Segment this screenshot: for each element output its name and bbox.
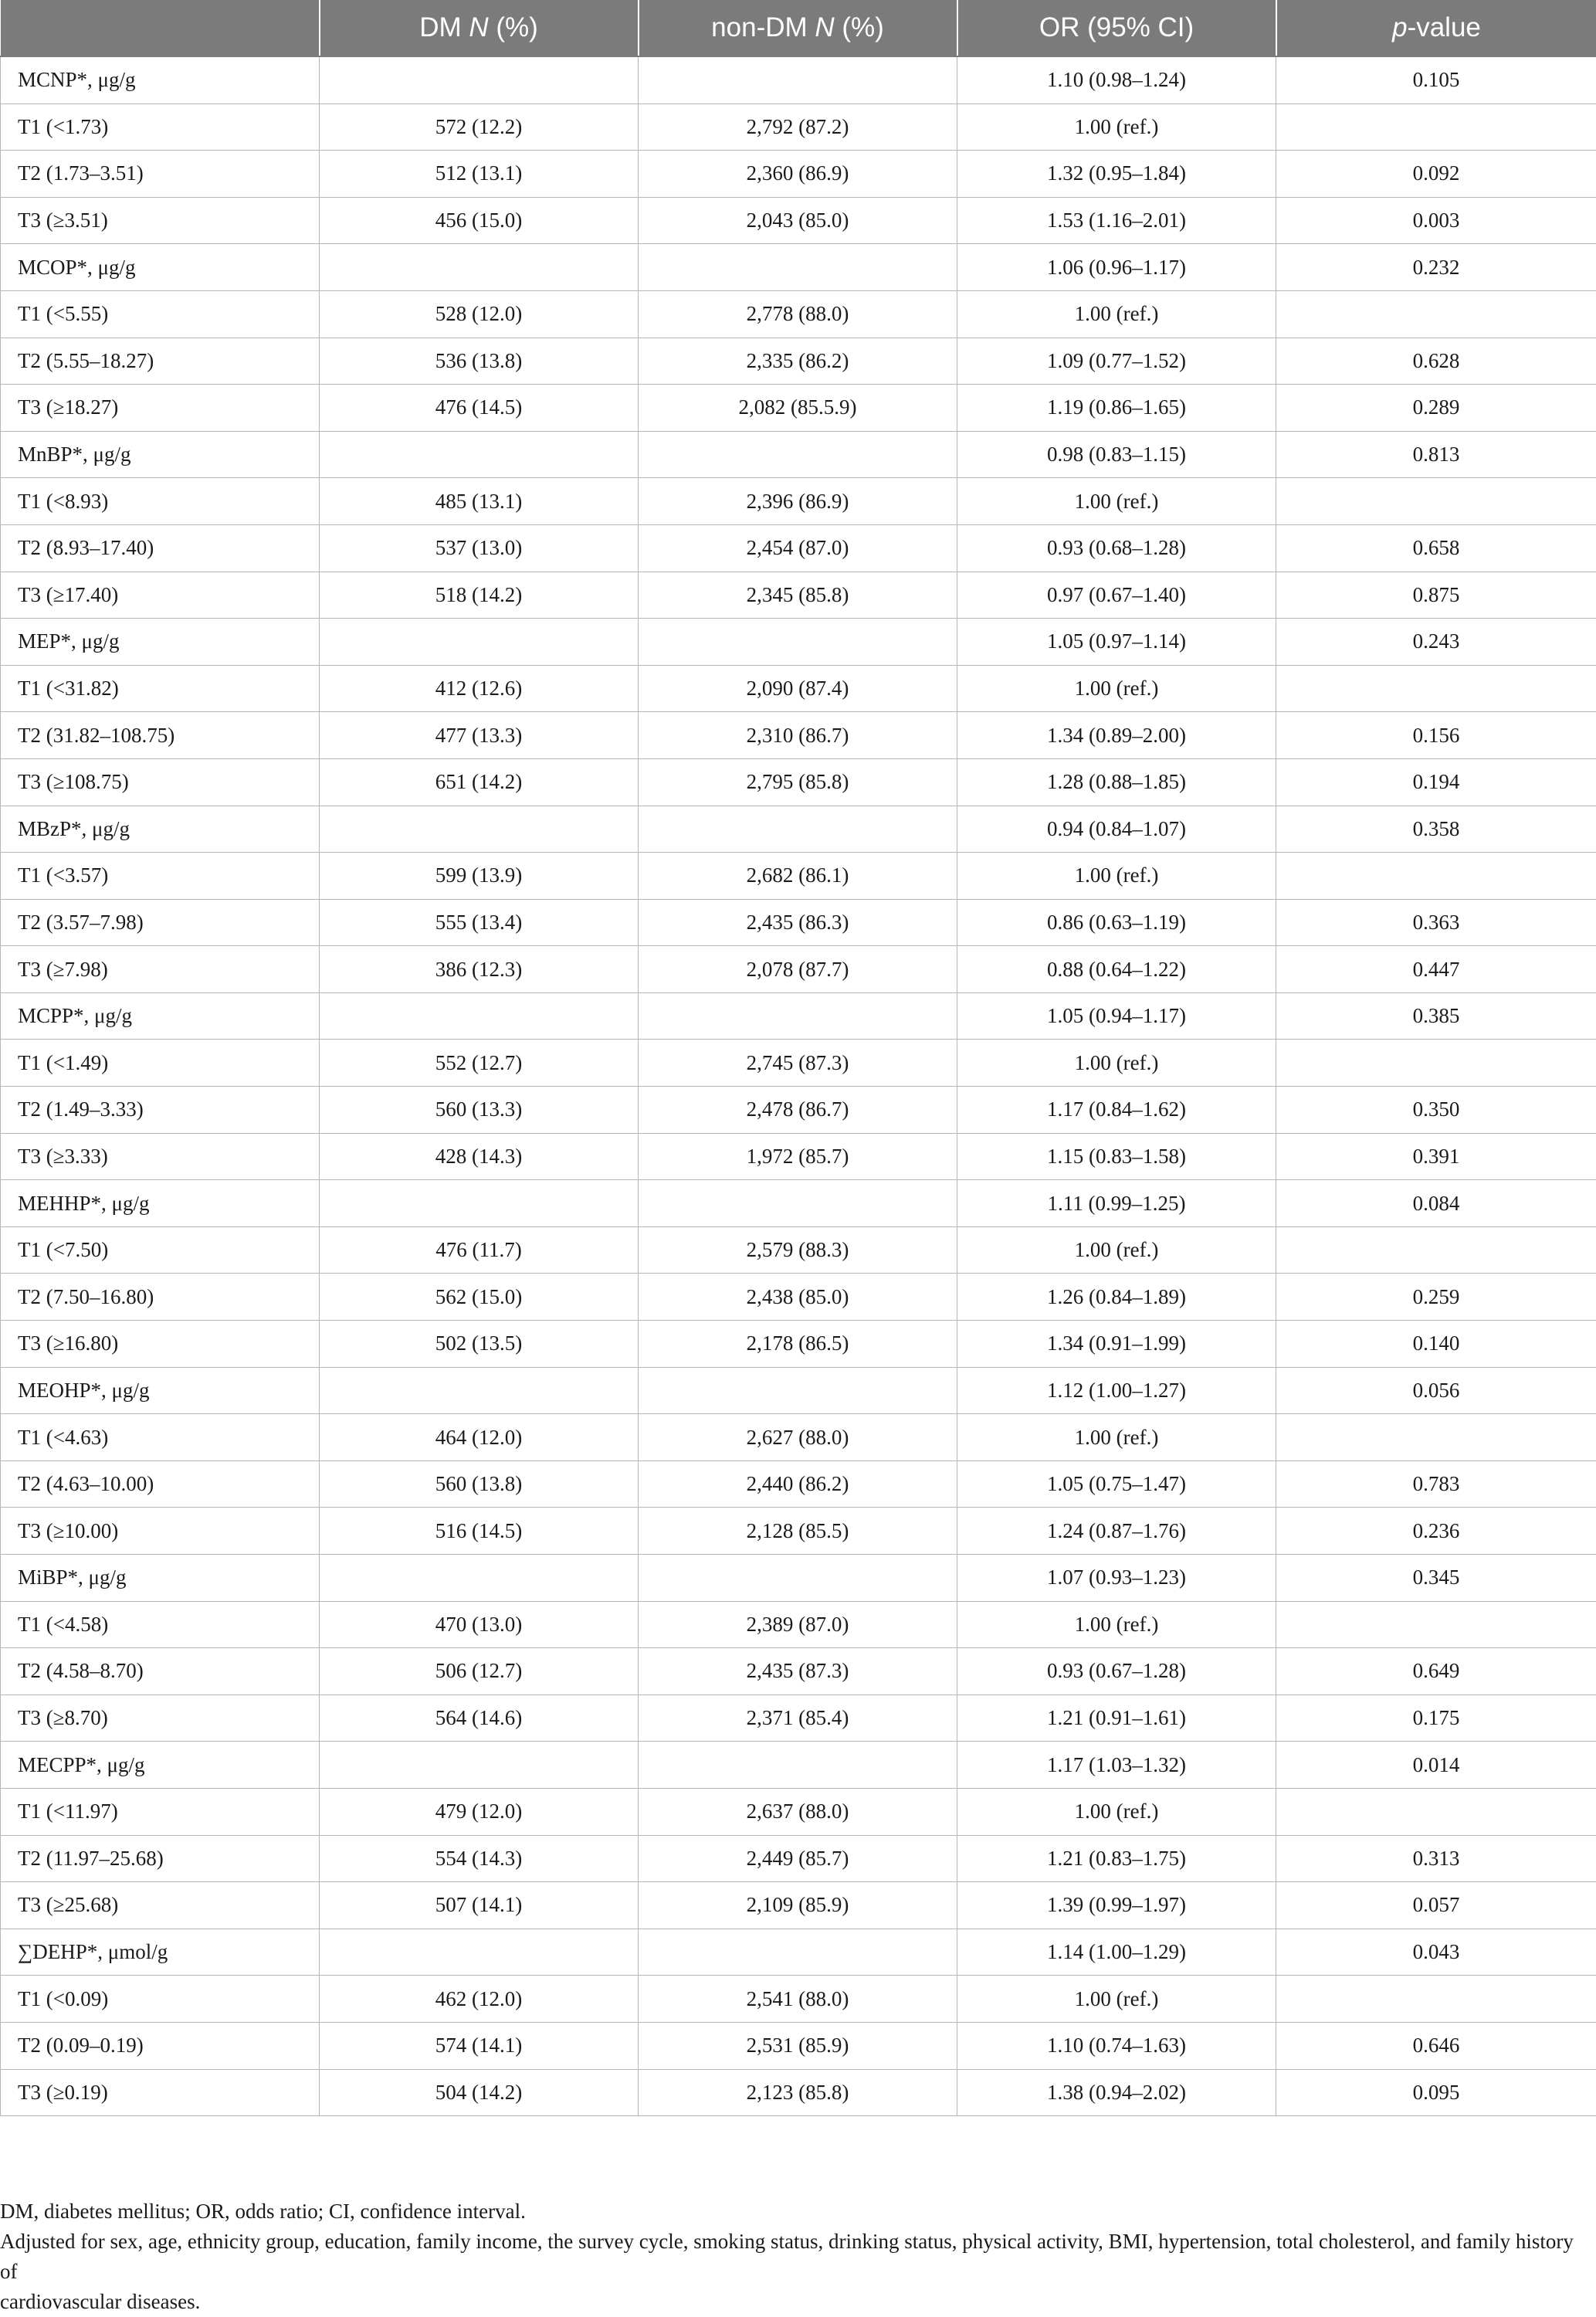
cell-variable: T3 (≥3.33) (1, 1133, 320, 1180)
cell-or: 1.28 (0.88–1.85) (957, 758, 1276, 806)
table-row (1, 1929, 1596, 1976)
cell-or: 1.10 (0.74–1.63) (957, 2022, 1276, 2069)
cell-p-value: 0.289 (1276, 385, 1596, 432)
cell-dm (320, 1367, 639, 1414)
cell-variable: T2 (4.63–10.00) (1, 1460, 320, 1508)
cell-dm: 464 (12.0) (320, 1414, 639, 1461)
cell-variable: MEHHP*, μg/g (1, 1180, 320, 1227)
table-row (1, 197, 1596, 244)
table-footnotes (0, 2197, 1596, 2317)
cell-variable: T1 (<4.63) (1, 1414, 320, 1461)
cell-non-dm: 2,371 (85.4) (639, 1694, 957, 1742)
cell-dm: 562 (15.0) (320, 1274, 639, 1321)
table-row (1, 385, 1596, 432)
table-row (1, 290, 1596, 338)
footnote-abbreviations: DM, diabetes mellitus; OR, odds ratio; CI, confidence interval. (0, 2197, 1596, 2227)
cell-dm (320, 992, 639, 1040)
cell-p-value (1276, 1414, 1596, 1461)
cell-variable: T1 (<11.97) (1, 1788, 320, 1835)
cell-variable: T2 (5.55–18.27) (1, 338, 320, 385)
cell-non-dm (639, 1367, 957, 1414)
cell-variable: T1 (<5.55) (1, 290, 320, 338)
cell-non-dm: 2,389 (87.0) (639, 1601, 957, 1648)
cell-dm: 456 (15.0) (320, 197, 639, 244)
cell-p-value: 0.783 (1276, 1460, 1596, 1508)
cell-variable: MCOP*, μg/g (1, 244, 320, 291)
cell-or: 1.12 (1.00–1.27) (957, 1367, 1276, 1414)
cell-or: 1.24 (0.87–1.76) (957, 1508, 1276, 1555)
table-row (1, 56, 1596, 103)
cell-variable: T1 (<8.93) (1, 478, 320, 525)
cell-variable: T2 (4.58–8.70) (1, 1648, 320, 1695)
cell-dm: 477 (13.3) (320, 712, 639, 759)
cell-variable: T2 (7.50–16.80) (1, 1274, 320, 1321)
header-dm-text: DM (419, 12, 469, 42)
table-row (1, 1414, 1596, 1461)
header-p-value (1276, 0, 1596, 56)
cell-p-value: 0.313 (1276, 1835, 1596, 1882)
cell-non-dm: 2,090 (87.4) (639, 665, 957, 712)
cell-p-value: 0.649 (1276, 1648, 1596, 1695)
cell-p-value: 0.232 (1276, 244, 1596, 291)
header-non-dm (639, 0, 957, 56)
cell-or: 1.09 (0.77–1.52) (957, 338, 1276, 385)
cell-or: 1.11 (0.99–1.25) (957, 1180, 1276, 1227)
cell-variable: T2 (31.82–108.75) (1, 712, 320, 759)
cell-or: 0.97 (0.67–1.40) (957, 572, 1276, 619)
cell-dm: 476 (11.7) (320, 1226, 639, 1274)
cell-dm: 412 (12.6) (320, 665, 639, 712)
cell-non-dm: 2,454 (87.0) (639, 524, 957, 572)
cell-dm (320, 619, 639, 666)
cell-non-dm (639, 992, 957, 1040)
header-dm (320, 0, 639, 56)
cell-dm (320, 806, 639, 853)
cell-non-dm: 2,082 (85.5.9) (639, 385, 957, 432)
table-row (1, 1601, 1596, 1648)
cell-variable: T3 (≥3.51) (1, 197, 320, 244)
table-row (1, 1133, 1596, 1180)
cell-variable: ∑DEHP*, μmol/g (1, 1929, 320, 1976)
cell-dm: 479 (12.0) (320, 1788, 639, 1835)
cell-variable: T2 (1.73–3.51) (1, 151, 320, 198)
cell-dm: 552 (12.7) (320, 1040, 639, 1087)
cell-or: 1.00 (ref.) (957, 1226, 1276, 1274)
header-non-dm-text: non-DM (711, 12, 815, 42)
cell-dm: 574 (14.1) (320, 2022, 639, 2069)
cell-dm: 504 (14.2) (320, 2069, 639, 2116)
cell-non-dm: 2,435 (86.3) (639, 899, 957, 946)
cell-non-dm: 2,435 (87.3) (639, 1648, 957, 1695)
cell-p-value: 0.084 (1276, 1180, 1596, 1227)
footnote-adjustment-2: cardiovascular diseases. (0, 2287, 1596, 2317)
table-row (1, 1882, 1596, 1929)
cell-p-value: 0.092 (1276, 151, 1596, 198)
header-non-dm-n: N (815, 12, 834, 42)
cell-non-dm (639, 56, 957, 103)
cell-non-dm (639, 1742, 957, 1789)
cell-variable: T3 (≥18.27) (1, 385, 320, 432)
table-row (1, 244, 1596, 291)
cell-non-dm: 2,128 (85.5) (639, 1508, 957, 1555)
cell-non-dm: 2,778 (88.0) (639, 290, 957, 338)
cell-dm: 476 (14.5) (320, 385, 639, 432)
cell-or: 1.00 (ref.) (957, 1040, 1276, 1087)
cell-non-dm: 2,795 (85.8) (639, 758, 957, 806)
cell-non-dm: 2,478 (86.7) (639, 1087, 957, 1134)
cell-p-value (1276, 1040, 1596, 1087)
cell-variable: T2 (11.97–25.68) (1, 1835, 320, 1882)
cell-or: 1.00 (ref.) (957, 1601, 1276, 1648)
table-row (1, 1648, 1596, 1695)
table-row (1, 1180, 1596, 1227)
cell-dm: 560 (13.8) (320, 1460, 639, 1508)
cell-variable: T2 (1.49–3.33) (1, 1087, 320, 1134)
cell-non-dm: 2,396 (86.9) (639, 478, 957, 525)
cell-p-value: 0.350 (1276, 1087, 1596, 1134)
table-row (1, 1367, 1596, 1414)
cell-variable: T3 (≥0.19) (1, 2069, 320, 2116)
cell-dm (320, 1180, 639, 1227)
table-row (1, 338, 1596, 385)
cell-dm: 470 (13.0) (320, 1601, 639, 1648)
cell-variable: T2 (0.09–0.19) (1, 2022, 320, 2069)
cell-non-dm: 2,345 (85.8) (639, 572, 957, 619)
cell-dm: 564 (14.6) (320, 1694, 639, 1742)
table-row (1, 524, 1596, 572)
cell-or: 0.98 (0.83–1.15) (957, 431, 1276, 478)
cell-or: 1.00 (ref.) (957, 1788, 1276, 1835)
cell-or: 0.94 (0.84–1.07) (957, 806, 1276, 853)
footnote-adjustment-1: Adjusted for sex, age, ethnicity group, education, family income, the survey cycle, smoking status, drinking status, physical activity, BMI, hypertension, total cholesterol, and family history of (0, 2227, 1596, 2287)
cell-non-dm: 2,043 (85.0) (639, 197, 957, 244)
cell-p-value: 0.391 (1276, 1133, 1596, 1180)
table-row (1, 1694, 1596, 1742)
cell-or: 1.17 (1.03–1.32) (957, 1742, 1276, 1789)
cell-dm: 512 (13.1) (320, 151, 639, 198)
cell-non-dm (639, 1929, 957, 1976)
cell-dm: 572 (12.2) (320, 103, 639, 151)
cell-p-value (1276, 290, 1596, 338)
table-row (1, 992, 1596, 1040)
table-row (1, 1976, 1596, 2023)
table-row (1, 1040, 1596, 1087)
cell-dm: 536 (13.8) (320, 338, 639, 385)
cell-or: 1.00 (ref.) (957, 1414, 1276, 1461)
cell-variable: T1 (<7.50) (1, 1226, 320, 1274)
cell-dm: 537 (13.0) (320, 524, 639, 572)
cell-p-value (1276, 103, 1596, 151)
table-row (1, 899, 1596, 946)
cell-dm: 502 (13.5) (320, 1321, 639, 1368)
cell-non-dm (639, 1555, 957, 1602)
cell-variable: MiBP*, μg/g (1, 1555, 320, 1602)
table-row (1, 1321, 1596, 1368)
cell-or: 1.00 (ref.) (957, 1976, 1276, 2023)
cell-p-value: 0.358 (1276, 806, 1596, 853)
table-row (1, 478, 1596, 525)
cell-non-dm: 1,972 (85.7) (639, 1133, 957, 1180)
cell-dm (320, 1742, 639, 1789)
table-row (1, 619, 1596, 666)
header-non-dm-pct: (%) (835, 12, 884, 42)
cell-p-value: 0.014 (1276, 1742, 1596, 1789)
cell-or: 1.53 (1.16–2.01) (957, 197, 1276, 244)
cell-dm: 555 (13.4) (320, 899, 639, 946)
cell-non-dm: 2,627 (88.0) (639, 1414, 957, 1461)
cell-or: 1.21 (0.83–1.75) (957, 1835, 1276, 1882)
cell-variable: T1 (<31.82) (1, 665, 320, 712)
cell-variable: T3 (≥25.68) (1, 1882, 320, 1929)
cell-non-dm: 2,541 (88.0) (639, 1976, 957, 2023)
cell-or: 1.17 (0.84–1.62) (957, 1087, 1276, 1134)
cell-p-value: 0.175 (1276, 1694, 1596, 1742)
table-row (1, 572, 1596, 619)
cell-dm: 507 (14.1) (320, 1882, 639, 1929)
cell-non-dm: 2,360 (86.9) (639, 151, 957, 198)
cell-variable: T3 (≥10.00) (1, 1508, 320, 1555)
cell-non-dm: 2,109 (85.9) (639, 1882, 957, 1929)
cell-or: 1.34 (0.91–1.99) (957, 1321, 1276, 1368)
cell-or: 1.21 (0.91–1.61) (957, 1694, 1276, 1742)
header-p: p (1392, 12, 1407, 42)
table-row (1, 1087, 1596, 1134)
cell-dm (320, 56, 639, 103)
cell-dm (320, 431, 639, 478)
cell-variable: MEOHP*, μg/g (1, 1367, 320, 1414)
cell-variable: T3 (≥8.70) (1, 1694, 320, 1742)
cell-dm (320, 244, 639, 291)
cell-non-dm: 2,579 (88.3) (639, 1226, 957, 1274)
cell-p-value: 0.447 (1276, 946, 1596, 993)
header-dm-n: N (469, 12, 488, 42)
cell-p-value (1276, 1226, 1596, 1274)
cell-dm: 516 (14.5) (320, 1508, 639, 1555)
cell-p-value: 0.646 (1276, 2022, 1596, 2069)
cell-dm: 518 (14.2) (320, 572, 639, 619)
cell-p-value: 0.875 (1276, 572, 1596, 619)
cell-variable: T1 (<3.57) (1, 853, 320, 900)
cell-dm (320, 1929, 639, 1976)
cell-p-value: 0.105 (1276, 56, 1596, 103)
table-row (1, 2022, 1596, 2069)
cell-p-value: 0.658 (1276, 524, 1596, 572)
cell-non-dm: 2,531 (85.9) (639, 2022, 957, 2069)
table-row (1, 1460, 1596, 1508)
cell-p-value (1276, 853, 1596, 900)
cell-non-dm: 2,438 (85.0) (639, 1274, 957, 1321)
cell-p-value: 0.043 (1276, 1929, 1596, 1976)
cell-non-dm: 2,637 (88.0) (639, 1788, 957, 1835)
cell-variable: T3 (≥16.80) (1, 1321, 320, 1368)
cell-p-value: 0.259 (1276, 1274, 1596, 1321)
cell-dm: 485 (13.1) (320, 478, 639, 525)
cell-or: 1.00 (ref.) (957, 478, 1276, 525)
cell-variable: T1 (<4.58) (1, 1601, 320, 1648)
cell-variable: MCNP*, μg/g (1, 56, 320, 103)
cell-p-value: 0.628 (1276, 338, 1596, 385)
cell-p-value (1276, 665, 1596, 712)
cell-dm: 528 (12.0) (320, 290, 639, 338)
cell-or: 1.34 (0.89–2.00) (957, 712, 1276, 759)
cell-variable: T1 (<0.09) (1, 1976, 320, 2023)
cell-dm (320, 1555, 639, 1602)
table-header-row (1, 0, 1596, 56)
cell-p-value: 0.243 (1276, 619, 1596, 666)
cell-variable: T3 (≥7.98) (1, 946, 320, 993)
table-row (1, 431, 1596, 478)
cell-dm: 386 (12.3) (320, 946, 639, 993)
cell-or: 0.93 (0.67–1.28) (957, 1648, 1276, 1695)
cell-non-dm: 2,440 (86.2) (639, 1460, 957, 1508)
cell-variable: MECPP*, μg/g (1, 1742, 320, 1789)
cell-or: 1.05 (0.97–1.14) (957, 619, 1276, 666)
cell-or: 0.88 (0.64–1.22) (957, 946, 1276, 993)
cell-non-dm (639, 431, 957, 478)
cell-p-value (1276, 1601, 1596, 1648)
cell-non-dm: 2,078 (87.7) (639, 946, 957, 993)
table-row (1, 1835, 1596, 1882)
cell-p-value: 0.057 (1276, 1882, 1596, 1929)
cell-p-value: 0.363 (1276, 899, 1596, 946)
table-body (1, 56, 1596, 2116)
table-row (1, 1226, 1596, 1274)
cell-or: 0.86 (0.63–1.19) (957, 899, 1276, 946)
cell-non-dm (639, 244, 957, 291)
cell-variable: MCPP*, μg/g (1, 992, 320, 1040)
cell-or: 1.39 (0.99–1.97) (957, 1882, 1276, 1929)
cell-non-dm: 2,123 (85.8) (639, 2069, 957, 2116)
cell-variable: T2 (3.57–7.98) (1, 899, 320, 946)
cell-variable: T2 (8.93–17.40) (1, 524, 320, 572)
cell-or: 1.05 (0.94–1.17) (957, 992, 1276, 1040)
cell-p-value: 0.140 (1276, 1321, 1596, 1368)
header-dm-pct: (%) (489, 12, 538, 42)
table-row (1, 103, 1596, 151)
cell-or: 1.06 (0.96–1.17) (957, 244, 1276, 291)
cell-p-value: 0.003 (1276, 197, 1596, 244)
table-row (1, 1788, 1596, 1835)
table-row (1, 712, 1596, 759)
cell-non-dm: 2,335 (86.2) (639, 338, 957, 385)
cell-or: 1.10 (0.98–1.24) (957, 56, 1276, 103)
table-row (1, 1274, 1596, 1321)
cell-or: 1.38 (0.94–2.02) (957, 2069, 1276, 2116)
cell-or: 1.19 (0.86–1.65) (957, 385, 1276, 432)
cell-p-value: 0.056 (1276, 1367, 1596, 1414)
cell-non-dm: 2,745 (87.3) (639, 1040, 957, 1087)
cell-or: 1.00 (ref.) (957, 853, 1276, 900)
cell-variable: MBzP*, μg/g (1, 806, 320, 853)
cell-non-dm (639, 619, 957, 666)
cell-or: 1.05 (0.75–1.47) (957, 1460, 1276, 1508)
cell-dm: 599 (13.9) (320, 853, 639, 900)
cell-dm: 560 (13.3) (320, 1087, 639, 1134)
cell-p-value: 0.385 (1276, 992, 1596, 1040)
table-row (1, 1555, 1596, 1602)
cell-non-dm (639, 806, 957, 853)
table-row (1, 806, 1596, 853)
cell-p-value: 0.345 (1276, 1555, 1596, 1602)
table-row (1, 2069, 1596, 2116)
cell-variable: MnBP*, μg/g (1, 431, 320, 478)
cell-or: 1.00 (ref.) (957, 290, 1276, 338)
table-row (1, 1508, 1596, 1555)
table-row (1, 853, 1596, 900)
cell-p-value: 0.095 (1276, 2069, 1596, 2116)
cell-or: 0.93 (0.68–1.28) (957, 524, 1276, 572)
cell-or: 1.32 (0.95–1.84) (957, 151, 1276, 198)
cell-variable: T3 (≥17.40) (1, 572, 320, 619)
cell-p-value: 0.236 (1276, 1508, 1596, 1555)
cell-dm: 428 (14.3) (320, 1133, 639, 1180)
cell-or: 1.07 (0.93–1.23) (957, 1555, 1276, 1602)
header-or: OR (95% CI) (957, 0, 1276, 56)
cell-p-value (1276, 478, 1596, 525)
cell-non-dm: 2,178 (86.5) (639, 1321, 957, 1368)
cell-non-dm: 2,682 (86.1) (639, 853, 957, 900)
cell-non-dm: 2,792 (87.2) (639, 103, 957, 151)
cell-p-value: 0.813 (1276, 431, 1596, 478)
cell-variable: MEP*, μg/g (1, 619, 320, 666)
cell-non-dm (639, 1180, 957, 1227)
cell-p-value: 0.156 (1276, 712, 1596, 759)
table-row (1, 151, 1596, 198)
cell-or: 1.00 (ref.) (957, 103, 1276, 151)
table-row (1, 665, 1596, 712)
cell-or: 1.15 (0.83–1.58) (957, 1133, 1276, 1180)
cell-dm: 462 (12.0) (320, 1976, 639, 2023)
cell-dm: 554 (14.3) (320, 1835, 639, 1882)
table-row (1, 758, 1596, 806)
cell-or: 1.00 (ref.) (957, 665, 1276, 712)
cell-dm: 651 (14.2) (320, 758, 639, 806)
cell-non-dm: 2,449 (85.7) (639, 1835, 957, 1882)
cell-or: 1.26 (0.84–1.89) (957, 1274, 1276, 1321)
header-variable (1, 0, 320, 56)
cell-variable: T1 (<1.49) (1, 1040, 320, 1087)
cell-p-value: 0.194 (1276, 758, 1596, 806)
cell-variable: T3 (≥108.75) (1, 758, 320, 806)
cell-p-value (1276, 1976, 1596, 2023)
cell-variable: T1 (<1.73) (1, 103, 320, 151)
header-value: -value (1408, 12, 1481, 42)
cell-non-dm: 2,310 (86.7) (639, 712, 957, 759)
cell-or: 1.14 (1.00–1.29) (957, 1929, 1276, 1976)
cell-dm: 506 (12.7) (320, 1648, 639, 1695)
table-row (1, 946, 1596, 993)
cell-p-value (1276, 1788, 1596, 1835)
table-row (1, 1742, 1596, 1789)
